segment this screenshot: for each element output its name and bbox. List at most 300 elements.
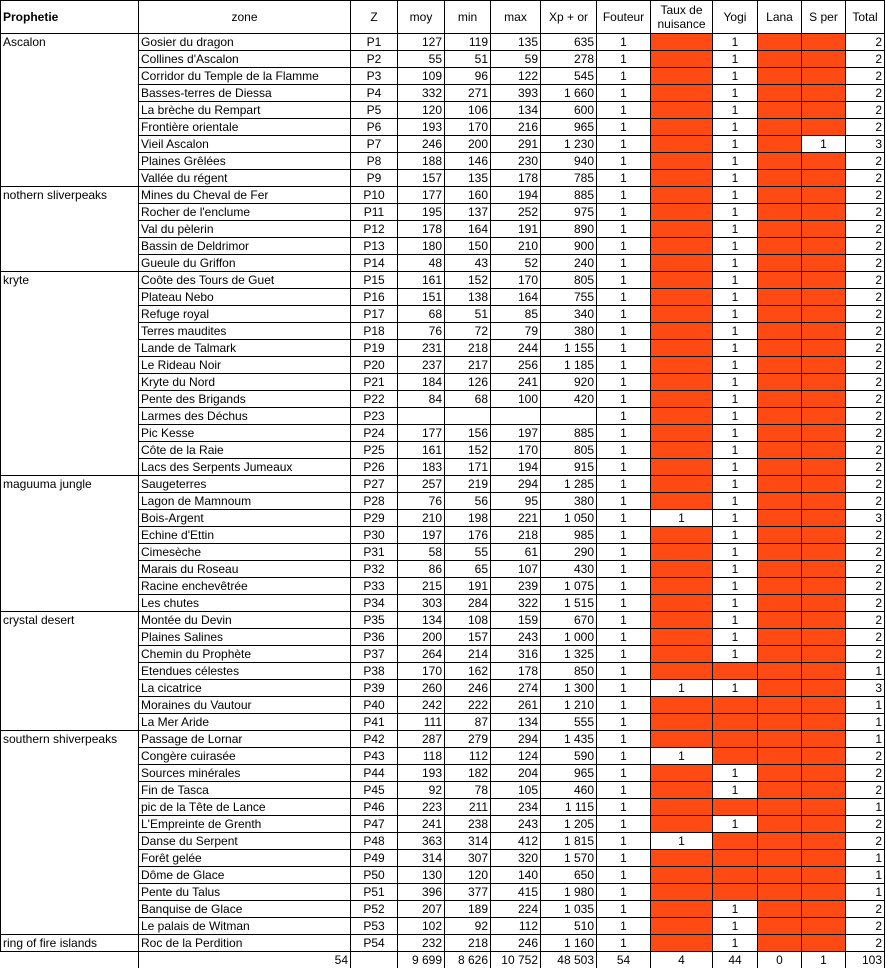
cell-taux xyxy=(651,663,713,680)
cell-fouteur: 1 xyxy=(597,510,651,527)
cell-xp: 430 xyxy=(541,561,597,578)
cell-moy: 223 xyxy=(398,799,445,816)
cell-min: 137 xyxy=(445,204,491,221)
cell-lana xyxy=(758,204,802,221)
cell-fouteur: 1 xyxy=(597,629,651,646)
cell-fouteur: 1 xyxy=(597,85,651,102)
cell-moy: 76 xyxy=(398,323,445,340)
cell-fouteur: 1 xyxy=(597,442,651,459)
cell-z: P29 xyxy=(351,510,398,527)
cell-z: P44 xyxy=(351,765,398,782)
cell-fouteur: 1 xyxy=(597,306,651,323)
cell-taux xyxy=(651,476,713,493)
cell-yogi: 1 xyxy=(713,680,758,697)
cell-total: 2 xyxy=(846,646,885,663)
cell-min: 152 xyxy=(445,272,491,289)
cell-max: 112 xyxy=(491,918,541,935)
cell-lana xyxy=(758,136,802,153)
cell-yogi: 1 xyxy=(713,255,758,272)
cell-z: P15 xyxy=(351,272,398,289)
table-row xyxy=(1,34,885,51)
cell-zone: Cimesèche xyxy=(139,544,351,561)
total-min: 8 626 xyxy=(445,952,491,969)
cell-min: 106 xyxy=(445,102,491,119)
cell-moy: 134 xyxy=(398,612,445,629)
cell-moy: 127 xyxy=(398,34,445,51)
total-yogi: 44 xyxy=(713,952,758,969)
cell-lana xyxy=(758,612,802,629)
cell-moy: 242 xyxy=(398,697,445,714)
cell-min: 211 xyxy=(445,799,491,816)
cell-sper xyxy=(802,561,846,578)
cell-fouteur: 1 xyxy=(597,425,651,442)
cell-moy: 109 xyxy=(398,68,445,85)
cell-sper xyxy=(802,272,846,289)
cell-xp: 1 035 xyxy=(541,901,597,918)
cell-taux xyxy=(651,850,713,867)
cell-min: 176 xyxy=(445,527,491,544)
cell-z: P38 xyxy=(351,663,398,680)
cell-z: P9 xyxy=(351,170,398,187)
cell-z: P2 xyxy=(351,51,398,68)
cell-max: 246 xyxy=(491,935,541,952)
cell-yogi: 1 xyxy=(713,493,758,510)
cell-yogi: 1 xyxy=(713,408,758,425)
cell-lana xyxy=(758,119,802,136)
cell-sper xyxy=(802,629,846,646)
cell-min: 72 xyxy=(445,323,491,340)
totals-row xyxy=(1,952,885,969)
cell-moy: 180 xyxy=(398,238,445,255)
cell-taux: 1 xyxy=(651,510,713,527)
cell-taux xyxy=(651,357,713,374)
cell-taux xyxy=(651,901,713,918)
cell-xp: 975 xyxy=(541,204,597,221)
cell-z: P8 xyxy=(351,153,398,170)
cell-taux xyxy=(651,442,713,459)
cell-sper xyxy=(802,68,846,85)
cell-zone: Dôme de Glace xyxy=(139,867,351,884)
cell-lana xyxy=(758,289,802,306)
cell-taux xyxy=(651,799,713,816)
total-lana: 0 xyxy=(758,952,802,969)
cell-sper xyxy=(802,476,846,493)
cell-zone: Côte de la Raie xyxy=(139,442,351,459)
cell-fouteur: 1 xyxy=(597,340,651,357)
cell-moy: 161 xyxy=(398,272,445,289)
col-header-moy: moy xyxy=(398,1,445,34)
cell-taux xyxy=(651,578,713,595)
cell-max: 105 xyxy=(491,782,541,799)
cell-zone: Passage de Lornar xyxy=(139,731,351,748)
cell-zone: Forêt gelée xyxy=(139,850,351,867)
cell-taux xyxy=(651,68,713,85)
cell-moy: 210 xyxy=(398,510,445,527)
cell-zone: Pente des Brigands xyxy=(139,391,351,408)
cell-yogi: 1 xyxy=(713,476,758,493)
cell-lana xyxy=(758,748,802,765)
cell-xp: 510 xyxy=(541,918,597,935)
cell-total: 2 xyxy=(846,323,885,340)
cell-total: 1 xyxy=(846,731,885,748)
cell-yogi xyxy=(713,697,758,714)
cell-lana xyxy=(758,442,802,459)
cell-lana xyxy=(758,714,802,731)
cell-moy: 260 xyxy=(398,680,445,697)
cell-yogi: 1 xyxy=(713,238,758,255)
cell-moy: 215 xyxy=(398,578,445,595)
cell-max: 170 xyxy=(491,272,541,289)
cell-total: 2 xyxy=(846,442,885,459)
cell-yogi: 1 xyxy=(713,357,758,374)
cell-lana xyxy=(758,51,802,68)
cell-xp: 600 xyxy=(541,102,597,119)
total-z: 54 xyxy=(139,952,351,969)
cell-moy: 303 xyxy=(398,595,445,612)
cell-xp: 985 xyxy=(541,527,597,544)
cell-total: 2 xyxy=(846,612,885,629)
cell-fouteur: 1 xyxy=(597,272,651,289)
cell-xp: 1 050 xyxy=(541,510,597,527)
cell-sper xyxy=(802,833,846,850)
cell-min: 377 xyxy=(445,884,491,901)
cell-taux xyxy=(651,272,713,289)
cell-min: 43 xyxy=(445,255,491,272)
cell-xp: 1 285 xyxy=(541,476,597,493)
cell-yogi: 1 xyxy=(713,425,758,442)
cell-min: 214 xyxy=(445,646,491,663)
cell-zone: Lagon de Mamnoum xyxy=(139,493,351,510)
cell-taux xyxy=(651,102,713,119)
cell-zone: Rocher de l'enclume xyxy=(139,204,351,221)
cell-z: P5 xyxy=(351,102,398,119)
cell-taux xyxy=(651,612,713,629)
cell-sper xyxy=(802,374,846,391)
cell-xp: 380 xyxy=(541,323,597,340)
cell-sper xyxy=(802,646,846,663)
cell-total: 2 xyxy=(846,289,885,306)
cell-moy: 287 xyxy=(398,731,445,748)
cell-yogi xyxy=(713,833,758,850)
cell-zone: Larmes des Déchus xyxy=(139,408,351,425)
cell-xp: 965 xyxy=(541,765,597,782)
cell-z: P35 xyxy=(351,612,398,629)
cell-sper xyxy=(802,714,846,731)
total-moy: 9 699 xyxy=(398,952,445,969)
cell-fouteur: 1 xyxy=(597,731,651,748)
cell-taux xyxy=(651,391,713,408)
cell-yogi: 1 xyxy=(713,68,758,85)
cell-moy: 76 xyxy=(398,493,445,510)
cell-yogi xyxy=(713,850,758,867)
cell-fouteur: 1 xyxy=(597,170,651,187)
cell-yogi: 1 xyxy=(713,306,758,323)
cell-yogi: 1 xyxy=(713,544,758,561)
cell-zone: Mines du Cheval de Fer xyxy=(139,187,351,204)
cell-z: P47 xyxy=(351,816,398,833)
cell-xp: 380 xyxy=(541,493,597,510)
cell-max: 230 xyxy=(491,153,541,170)
cell-min: 191 xyxy=(445,578,491,595)
cell-sper xyxy=(802,187,846,204)
cell-lana xyxy=(758,306,802,323)
cell-yogi: 1 xyxy=(713,442,758,459)
cell-taux xyxy=(651,935,713,952)
cell-max: 159 xyxy=(491,612,541,629)
cell-total: 1 xyxy=(846,697,885,714)
cell-min: 120 xyxy=(445,867,491,884)
cell-min: 217 xyxy=(445,357,491,374)
cell-fouteur: 1 xyxy=(597,612,651,629)
cell-sper xyxy=(802,459,846,476)
cell-fouteur: 1 xyxy=(597,476,651,493)
cell-zone: La Mer Aride xyxy=(139,714,351,731)
cell-fouteur: 1 xyxy=(597,51,651,68)
cell-total: 3 xyxy=(846,510,885,527)
prophetie-group: maguuma jungle xyxy=(1,476,139,612)
cell-min: 156 xyxy=(445,425,491,442)
cell-max: 140 xyxy=(491,867,541,884)
cell-xp: 1 515 xyxy=(541,595,597,612)
cell-yogi: 1 xyxy=(713,561,758,578)
cell-yogi xyxy=(713,884,758,901)
cell-yogi: 1 xyxy=(713,935,758,952)
cell-total: 1 xyxy=(846,663,885,680)
cell-xp: 340 xyxy=(541,306,597,323)
cell-lana xyxy=(758,238,802,255)
cell-moy: 264 xyxy=(398,646,445,663)
cell-sper xyxy=(802,612,846,629)
cell-lana xyxy=(758,731,802,748)
cell-sper: 1 xyxy=(802,136,846,153)
cell-zone: Lacs des Serpents Jumeaux xyxy=(139,459,351,476)
table-row xyxy=(1,935,885,952)
col-header-sper: S per xyxy=(802,1,846,34)
cell-min: 150 xyxy=(445,238,491,255)
cell-sper xyxy=(802,408,846,425)
cell-lana xyxy=(758,663,802,680)
cell-lana xyxy=(758,85,802,102)
cell-fouteur: 1 xyxy=(597,544,651,561)
cell-taux xyxy=(651,731,713,748)
cell-taux xyxy=(651,170,713,187)
cell-yogi: 1 xyxy=(713,289,758,306)
cell-min: 200 xyxy=(445,136,491,153)
cell-lana xyxy=(758,595,802,612)
cell-sper xyxy=(802,34,846,51)
cell-total: 2 xyxy=(846,782,885,799)
cell-total: 2 xyxy=(846,493,885,510)
cell-max: 178 xyxy=(491,170,541,187)
cell-lana xyxy=(758,425,802,442)
cell-moy: 84 xyxy=(398,391,445,408)
cell-yogi: 1 xyxy=(713,323,758,340)
cell-moy: 197 xyxy=(398,527,445,544)
cell-min: 119 xyxy=(445,34,491,51)
cell-xp: 1 570 xyxy=(541,850,597,867)
cell-yogi xyxy=(713,799,758,816)
cell-moy: 232 xyxy=(398,935,445,952)
cell-xp: 890 xyxy=(541,221,597,238)
cell-min: 78 xyxy=(445,782,491,799)
cell-total: 2 xyxy=(846,901,885,918)
cell-xp: 240 xyxy=(541,255,597,272)
cell-sper xyxy=(802,918,846,935)
cell-zone: Chemin du Prophète xyxy=(139,646,351,663)
cell-taux xyxy=(651,119,713,136)
cell-total: 2 xyxy=(846,204,885,221)
cell-min: 87 xyxy=(445,714,491,731)
col-header-min: min xyxy=(445,1,491,34)
cell-z: P45 xyxy=(351,782,398,799)
cell-total: 2 xyxy=(846,833,885,850)
cell-zone: Lande de Talmark xyxy=(139,340,351,357)
cell-taux xyxy=(651,153,713,170)
cell-zone: Collines d'Ascalon xyxy=(139,51,351,68)
total-taux: 4 xyxy=(651,952,713,969)
cell-z: P20 xyxy=(351,357,398,374)
col-header-xp: Xp + or xyxy=(541,1,597,34)
cell-zone: Corridor du Temple de la Flamme xyxy=(139,68,351,85)
cell-zone: Fin de Tasca xyxy=(139,782,351,799)
cell-z: P36 xyxy=(351,629,398,646)
col-header-yogi: Yogi xyxy=(713,1,758,34)
cell-sper xyxy=(802,255,846,272)
cell-z: P39 xyxy=(351,680,398,697)
cell-fouteur: 1 xyxy=(597,663,651,680)
cell-fouteur: 1 xyxy=(597,136,651,153)
prophetie-group: nothern sliverpeaks xyxy=(1,187,139,272)
cell-yogi: 1 xyxy=(713,765,758,782)
cell-yogi: 1 xyxy=(713,918,758,935)
cell-max: 191 xyxy=(491,221,541,238)
cell-z: P10 xyxy=(351,187,398,204)
cell-min: 146 xyxy=(445,153,491,170)
cell-z: P21 xyxy=(351,374,398,391)
cell-z: P24 xyxy=(351,425,398,442)
cell-min: 246 xyxy=(445,680,491,697)
cell-fouteur: 1 xyxy=(597,833,651,850)
cell-moy: 396 xyxy=(398,884,445,901)
cell-moy: 195 xyxy=(398,204,445,221)
cell-min: 96 xyxy=(445,68,491,85)
cell-moy: 314 xyxy=(398,850,445,867)
cell-xp: 755 xyxy=(541,289,597,306)
cell-lana xyxy=(758,459,802,476)
cell-sper xyxy=(802,680,846,697)
cell-max: 412 xyxy=(491,833,541,850)
cell-sper xyxy=(802,204,846,221)
cell-yogi: 1 xyxy=(713,187,758,204)
cell-moy: 48 xyxy=(398,255,445,272)
cell-taux xyxy=(651,238,713,255)
cell-zone: Basses-terres de Diessa xyxy=(139,85,351,102)
cell-total: 2 xyxy=(846,459,885,476)
cell-fouteur: 1 xyxy=(597,578,651,595)
cell-min: 55 xyxy=(445,544,491,561)
cell-lana xyxy=(758,629,802,646)
cell-max: 393 xyxy=(491,85,541,102)
cell-xp: 670 xyxy=(541,612,597,629)
cell-max: 244 xyxy=(491,340,541,357)
prophetie-group: crystal desert xyxy=(1,612,139,731)
cell-moy: 363 xyxy=(398,833,445,850)
cell-moy: 193 xyxy=(398,765,445,782)
cell-sper xyxy=(802,884,846,901)
cell-xp: 1 075 xyxy=(541,578,597,595)
cell-xp: 1 155 xyxy=(541,340,597,357)
cell-fouteur: 1 xyxy=(597,153,651,170)
cell-yogi: 1 xyxy=(713,612,758,629)
cell-sper xyxy=(802,510,846,527)
cell-fouteur: 1 xyxy=(597,68,651,85)
cell-zone: Le Rideau Noir xyxy=(139,357,351,374)
cell-yogi: 1 xyxy=(713,374,758,391)
cell-sper xyxy=(802,306,846,323)
cell-sper xyxy=(802,442,846,459)
cell-sper xyxy=(802,544,846,561)
cell-z: P22 xyxy=(351,391,398,408)
cell-min: 222 xyxy=(445,697,491,714)
cell-lana xyxy=(758,391,802,408)
cell-lana xyxy=(758,884,802,901)
cell-zone: Bois-Argent xyxy=(139,510,351,527)
cell-lana xyxy=(758,867,802,884)
cell-taux xyxy=(651,289,713,306)
cell-lana xyxy=(758,765,802,782)
cell-xp: 635 xyxy=(541,34,597,51)
cell-total: 2 xyxy=(846,391,885,408)
cell-sper xyxy=(802,935,846,952)
cell-z: P16 xyxy=(351,289,398,306)
cell-xp: 885 xyxy=(541,187,597,204)
cell-taux xyxy=(651,34,713,51)
cell-fouteur: 1 xyxy=(597,119,651,136)
cell-z: P52 xyxy=(351,901,398,918)
cell-zone: pic de la Tête de Lance xyxy=(139,799,351,816)
totals-gap xyxy=(351,952,398,969)
cell-lana xyxy=(758,255,802,272)
cell-total: 2 xyxy=(846,765,885,782)
cell-taux: 1 xyxy=(651,748,713,765)
cell-zone: Coôte des Tours de Guet xyxy=(139,272,351,289)
cell-sper xyxy=(802,425,846,442)
cell-max: 224 xyxy=(491,901,541,918)
cell-moy: 102 xyxy=(398,918,445,935)
cell-min: 126 xyxy=(445,374,491,391)
cell-lana xyxy=(758,68,802,85)
cell-total: 2 xyxy=(846,170,885,187)
cell-zone: Vieil Ascalon xyxy=(139,136,351,153)
cell-lana xyxy=(758,408,802,425)
cell-total: 2 xyxy=(846,918,885,935)
cell-yogi xyxy=(713,867,758,884)
cell-sper xyxy=(802,153,846,170)
cell-max: 415 xyxy=(491,884,541,901)
cell-taux xyxy=(651,765,713,782)
header-row xyxy=(1,1,885,34)
cell-sper xyxy=(802,527,846,544)
cell-lana xyxy=(758,578,802,595)
cell-fouteur: 1 xyxy=(597,289,651,306)
cell-fouteur: 1 xyxy=(597,935,651,952)
cell-min: 279 xyxy=(445,731,491,748)
cell-fouteur: 1 xyxy=(597,102,651,119)
cell-yogi: 1 xyxy=(713,85,758,102)
cell-yogi: 1 xyxy=(713,527,758,544)
cell-min: 182 xyxy=(445,765,491,782)
cell-taux xyxy=(651,816,713,833)
